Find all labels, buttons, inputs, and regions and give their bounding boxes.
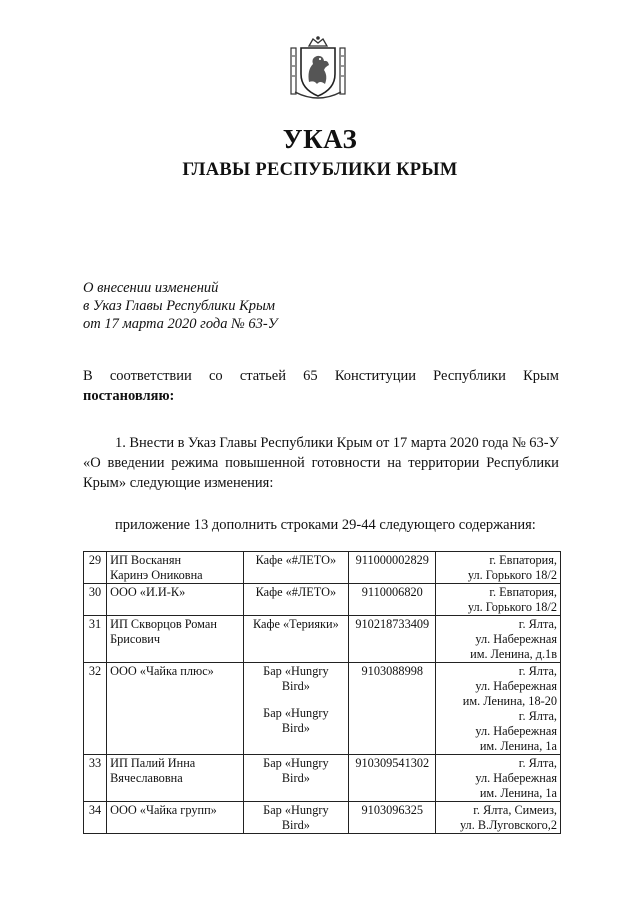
word: со [208,368,223,384]
word: Главы [219,435,257,451]
table-row [84,755,561,802]
inn: 911000002829 [349,552,436,584]
row-number: 33 [84,755,107,802]
word: введении [107,455,165,471]
item-1-line: Крым» следующие изменения: [83,475,274,491]
document-subject [83,279,278,333]
org-name: ООО «Чайка плюс» [107,663,244,755]
word: марта [410,435,447,451]
word: 2020 [449,435,479,451]
row-number: 32 [84,663,107,755]
object-name: Бар «Hungry Bird» [263,756,329,785]
item-1-line [83,433,559,453]
row-number: 30 [84,584,107,616]
object-name-2: Бар «Hungry Bird» [263,706,329,735]
word: на [387,455,402,471]
word: в [177,435,185,451]
decision-word: постановляю: [83,388,175,404]
word: Внести [129,435,175,451]
preamble [83,366,559,406]
object-name: Кафе «#ЛЕТО» [255,553,337,567]
object-name: Кафе «Терияки» [253,617,339,631]
word: 1. [115,435,126,451]
org-name: ООО «И.И-К» [107,584,244,616]
word: Республики [260,435,334,451]
table-row [84,802,561,834]
organizations-table [83,551,561,834]
object-cell [243,663,348,755]
inn: 9103088998 [349,663,436,755]
address: г. Евпатория, ул. Горького 18/2 [436,584,561,616]
address: г. Ялта, Симеиз, ул. В.Луговского,2 [436,802,561,834]
address: г. Ялта, ул. Набережная им. Ленина, 1а [436,755,561,802]
org-name: ИП Скворцов Роман Брисович [107,616,244,663]
item-1 [83,433,559,493]
table-row [84,616,561,663]
item-1-line [83,453,559,473]
row-number: 29 [84,552,107,584]
inn: 9110006820 [349,584,436,616]
word: Крым [523,368,559,384]
word: «О [83,455,101,471]
word: территории [408,455,480,471]
object-cell [243,584,348,616]
word: 63-У [529,435,559,451]
word: готовности [311,455,381,471]
word: от [375,435,390,451]
object-cell [243,755,348,802]
word: В [83,368,93,384]
org-name: ИП Палий Инна Вячеславовна [107,755,244,802]
word: Конституции [334,368,416,384]
inn: 910218733409 [349,616,436,663]
address: г. Ялта, ул. Набережная им. Ленина, 18-20 г. Ялта, ул. Набережная им. Ленина, 1а [436,663,561,755]
object-name: Бар «Hungry Bird» [263,803,329,832]
object-name: Бар «Hungry Bird» [263,664,329,693]
word: Крым [336,435,373,451]
row-number: 34 [84,802,107,834]
object-name: Кафе «#ЛЕТО» [255,585,337,599]
word: 17 [392,435,408,451]
org-name: ООО «Чайка групп» [107,802,244,834]
word: Республики [486,455,559,471]
document-title: УКАЗ [282,124,358,154]
word: года [482,435,509,451]
crimea-coat-of-arms-icon [287,34,349,100]
address: г. Ялта, ул. Набережная им. Ленина, д.1в [436,616,561,663]
document-subtitle: ГЛАВЫ РЕСПУБЛИКИ КРЫМ [182,160,458,180]
object-cell [243,802,348,834]
word: соответствии [109,368,192,384]
word: повышенной [225,455,305,471]
subject-line: от 17 марта 2020 года № 63-У [83,316,278,332]
inn: 910309541302 [349,755,436,802]
subject-line: О внесении изменений [83,280,219,296]
row-number: 31 [84,616,107,663]
word: 65 [303,368,318,384]
word: Указ [187,435,216,451]
object-cell [243,552,348,584]
table-row [84,663,561,755]
word: статьей [239,368,286,384]
object-cell [243,616,348,663]
inn: 9103096325 [349,802,436,834]
org-name: ИП Восканян Каринэ Ониковна [107,552,244,584]
word: № [511,435,526,451]
subject-line: в Указ Главы Республики Крым [83,298,276,314]
preamble-line [83,366,559,386]
table-row [84,584,561,616]
appendix-intro: приложение 13 дополнить строками 29-44 следующего содержания: [115,517,536,533]
table-row [84,552,561,584]
word: режима [171,455,219,471]
word: Республики [433,368,506,384]
address: г. Евпатория, ул. Горького 18/2 [436,552,561,584]
